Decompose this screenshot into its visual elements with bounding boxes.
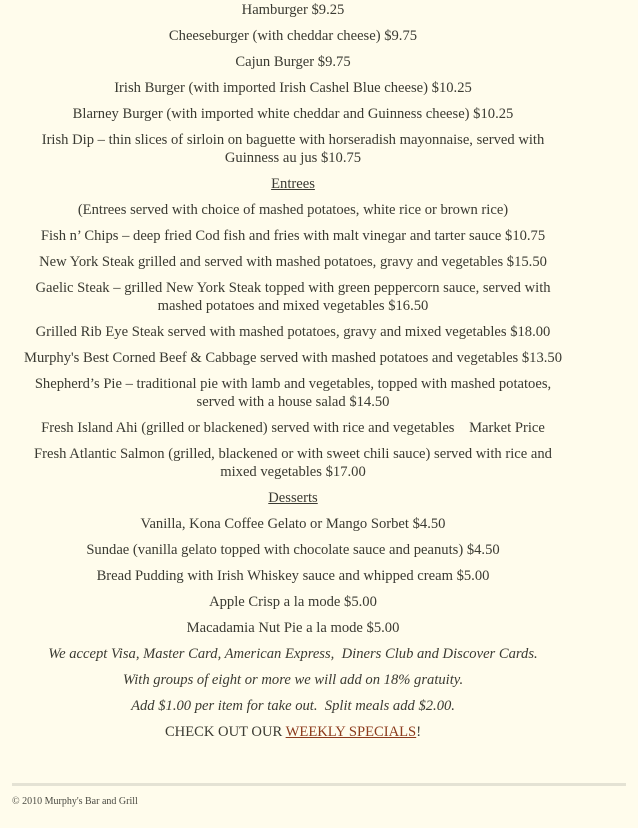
footer-divider (12, 783, 626, 786)
specials-suffix: ! (416, 724, 422, 740)
menu-line: Sundae (vanilla gelato topped with chocolate sauce and peanuts) $4.50 (86, 542, 500, 558)
menu-item (0, 541, 586, 559)
menu-item (0, 53, 586, 71)
menu-line: Hamburger $9.25 (241, 2, 345, 18)
menu-line: Cheeseburger (with cheddar cheese) $9.75 (168, 28, 418, 44)
menu-item (0, 131, 586, 167)
menu-item (0, 27, 586, 45)
section-heading (0, 489, 586, 507)
copyright-text: © 2010 Murphy's Bar and Grill (12, 796, 138, 807)
policy-note (0, 645, 586, 663)
menu-item (0, 323, 586, 341)
menu-item (0, 201, 586, 219)
menu-item (0, 79, 586, 97)
menu-line: Irish Burger (with imported Irish Cashel Blue cheese) $10.25 (114, 80, 472, 96)
menu-line: Blarney Burger (with imported white cheddar and Guinness cheese) $10.25 (72, 106, 514, 122)
menu-line: Fish n’ Chips – deep fried Cod fish and fries with malt vinegar and tarter sauce $10.75 (40, 228, 546, 244)
menu-item (0, 105, 586, 123)
menu-item (0, 375, 586, 411)
menu-line: Fresh Atlantic Salmon (grilled, blackened or with sweet chili sauce) served with rice and (34, 446, 552, 462)
menu-line: Vanilla, Kona Coffee Gelato or Mango Sorbet $4.50 (140, 516, 446, 532)
weekly-specials-link[interactable]: WEEKLY SPECIALS (285, 724, 417, 740)
menu-line: Fresh Island Ahi (grilled or blackened) served with rice and vegetables Market Price (41, 420, 545, 436)
menu-line: Grilled Rib Eye Steak served with mashed potatoes, gravy and mixed vegetables $18.00 (35, 324, 551, 340)
menu-item (0, 419, 586, 437)
weekly-specials-callout (0, 723, 586, 741)
menu-line: Bread Pudding with Irish Whiskey sauce and whipped cream $5.00 (96, 568, 490, 584)
specials-prefix: CHECK OUT OUR (164, 724, 286, 740)
section-heading (0, 175, 586, 193)
menu-content (0, 1, 586, 749)
menu-line: Desserts (268, 490, 318, 506)
menu-item (0, 567, 586, 585)
menu-line: Cajun Burger $9.75 (235, 54, 351, 70)
menu-item (0, 619, 586, 637)
menu-item (0, 445, 586, 481)
menu-line: Irish Dip – thin slices of sirloin on baguette with horseradish mayonnaise, served with (41, 132, 545, 148)
menu-line: Gaelic Steak – grilled New York Steak topped with green peppercorn sauce, served with (35, 280, 551, 296)
menu-line: Apple Crisp a la mode $5.00 (209, 594, 377, 610)
policy-note (0, 697, 586, 715)
menu-line: served with a house salad $14.50 (196, 394, 390, 410)
menu-line: We accept Visa, Master Card, American Express, Diners Club and Discover Cards. (48, 646, 538, 662)
menu-line: Murphy's Best Corned Beef & Cabbage served with mashed potatoes and vegetables $13.50 (23, 350, 563, 366)
menu-line: New York Steak grilled and served with mashed potatoes, gravy and vegetables $15.50 (39, 254, 547, 270)
menu-line: mixed vegetables $17.00 (220, 464, 366, 480)
menu-item (0, 593, 586, 611)
menu-item (0, 253, 586, 271)
menu-line: With groups of eight or more we will add on 18% gratuity. (122, 672, 464, 688)
menu-item (0, 349, 586, 367)
menu-line: Shepherd’s Pie – traditional pie with lamb and vegetables, topped with mashed potatoes, (34, 376, 552, 392)
menu-item (0, 1, 586, 19)
menu-line: mashed potatoes and mixed vegetables $16.50 (157, 298, 429, 314)
menu-item (0, 227, 586, 245)
menu-line: (Entrees served with choice of mashed potatoes, white rice or brown rice) (77, 202, 509, 218)
menu-line: Entrees (271, 176, 315, 192)
menu-line: Add $1.00 per item for take out. Split meals add $2.00. (131, 698, 455, 714)
menu-item (0, 515, 586, 533)
menu-line: Macadamia Nut Pie a la mode $5.00 (186, 620, 400, 636)
menu-line: Guinness au jus $10.75 (224, 150, 362, 166)
menu-item (0, 279, 586, 315)
policy-note (0, 671, 586, 689)
